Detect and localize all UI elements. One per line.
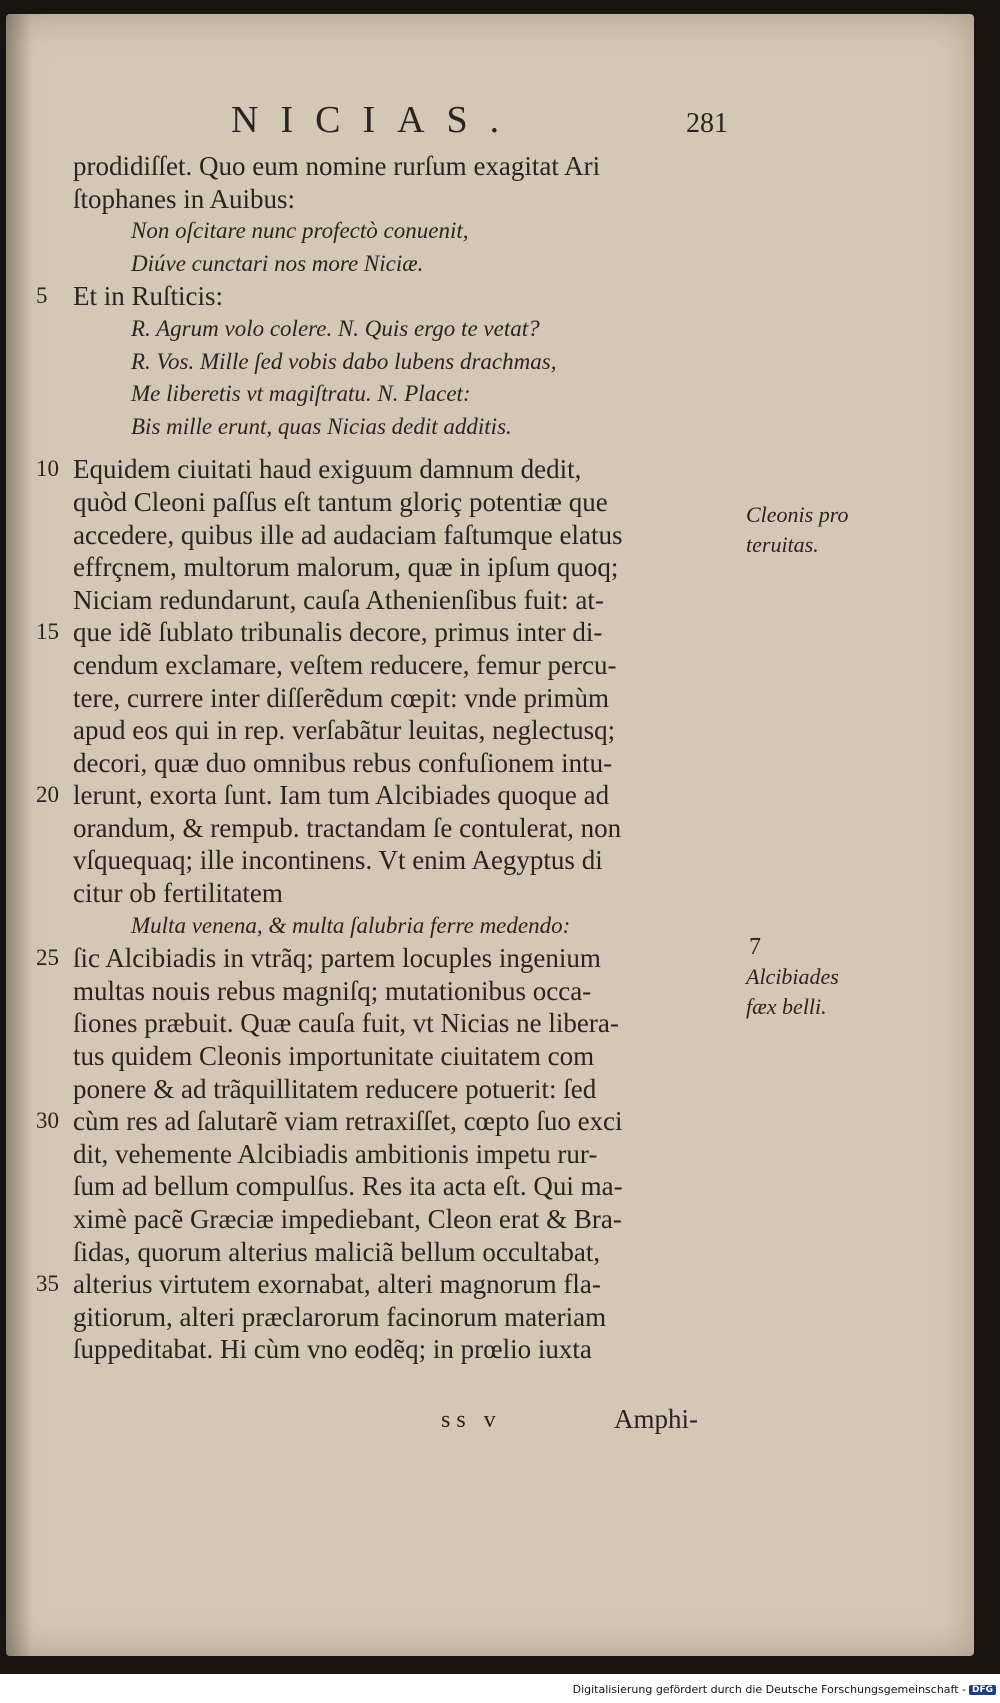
text-line xyxy=(73,1301,728,1334)
line-number: 5 xyxy=(36,283,48,309)
line-text: R. Vos. Mille ſed vobis dabo lubens drachmas, xyxy=(131,348,557,374)
text-line xyxy=(73,1007,728,1040)
text-line xyxy=(73,486,728,519)
signature-mark: ss v xyxy=(441,1407,502,1433)
line-number: 25 xyxy=(36,945,59,971)
text-line xyxy=(73,584,728,617)
line-text: prodidiſſet. Quo eum nomine rurſum exagitat Ari xyxy=(73,151,601,181)
line-text: cùm res ad ſalutarẽ viam retraxiſſet, cœpto ſuo exci xyxy=(73,1106,623,1137)
line-text: dit, vehemente Alcibiadis ambitionis impetu rur- xyxy=(73,1138,598,1169)
page-spine-shadow xyxy=(6,14,32,1656)
line-text: ſtophanes in Auibus: xyxy=(73,183,295,214)
line-text: vſquequaq; ille incontinens. Vt enim Aegyptus di xyxy=(73,845,603,876)
line-text: Equidem ciuitati haud exiguum damnum dedit, xyxy=(73,454,582,485)
line-text: gitiorum, alteri præclarorum facinorum materiam xyxy=(73,1301,607,1332)
text-line xyxy=(36,280,728,313)
text-line xyxy=(36,453,728,486)
line-text: Multa venena, & multa ſalubria ferre medendo: xyxy=(131,912,571,938)
line-text: Bis mille erunt, quas Nicias dedit additis. xyxy=(131,413,512,439)
text-line xyxy=(36,1105,728,1138)
text-line xyxy=(73,1333,728,1366)
line-text: Niciam redundarunt, cauſa Athenienſibus fuit: at- xyxy=(73,584,604,615)
margin-note-line: Alcibiades xyxy=(746,964,839,989)
catchword: Amphi- xyxy=(614,1404,698,1434)
line-text: ximè pacẽ Græciæ impediebant, Cleon erat & Bra- xyxy=(73,1204,622,1234)
line-number: 35 xyxy=(36,1271,59,1297)
text-line xyxy=(73,1073,728,1106)
line-text: cendum exclamare, veſtem reducere, femur percu- xyxy=(73,649,617,680)
line-text: R. Agrum volo colere. N. Quis ergo te vetat? xyxy=(131,315,540,341)
text-line xyxy=(73,682,728,715)
text-line xyxy=(73,975,728,1008)
text-line xyxy=(73,519,728,552)
margin-number: 7 xyxy=(749,934,761,960)
line-number: 10 xyxy=(36,456,59,482)
text-line xyxy=(36,779,728,812)
verse-line xyxy=(73,248,728,281)
credit-text: Digitalisierung gefördert durch die Deutsche Forschungsgemeinschaft - xyxy=(572,1683,966,1696)
dfg-logo[interactable]: DFG xyxy=(969,1685,996,1695)
text-line xyxy=(73,877,728,910)
line-text: quòd Cleoni paſſus eſt tantum gloriç potentiæ que xyxy=(73,486,608,517)
text-line xyxy=(73,1040,728,1073)
line-text: Me liberetis vt magiſtratu. N. Placet: xyxy=(131,381,471,407)
verse-line xyxy=(73,411,728,444)
page-number: 281 xyxy=(686,108,728,139)
verse-line xyxy=(73,313,728,346)
text-line xyxy=(73,551,728,584)
book-page xyxy=(6,14,974,1656)
text-line xyxy=(73,649,728,682)
line-text: tus quidem Cleonis importunitate ciuitatem com xyxy=(73,1041,595,1072)
verse-line xyxy=(73,346,728,379)
line-text: alterius virtutem exornabat, alteri magnorum fla- xyxy=(73,1269,601,1300)
text-line xyxy=(36,1268,728,1301)
line-number: 15 xyxy=(36,619,59,645)
text-line xyxy=(73,1203,728,1236)
verse-line xyxy=(73,910,728,943)
line-text: effrçnem, multorum malorum, quæ in ipſum quoq; xyxy=(73,552,619,583)
margin-note-line: Cleonis pro xyxy=(746,502,849,527)
line-text: ſiones præbuit. Quæ cauſa fuit, vt Nicias ne libera- xyxy=(73,1008,619,1039)
line-text: lerunt, exorta ſunt. Iam tum Alcibiades quoque ad xyxy=(73,780,610,811)
margin-note-alcibiades xyxy=(746,962,946,1022)
line-number: 30 xyxy=(36,1108,59,1134)
running-head: NICIAS. xyxy=(231,99,522,141)
line-text: que idẽ ſublato tribunalis decore, primus inter di- xyxy=(73,617,603,648)
paragraph-gap xyxy=(73,443,728,453)
text-line xyxy=(73,747,728,780)
line-text: ſic Alcibiadis in vtrãq; partem locuples ingenium xyxy=(73,943,601,974)
line-text: accedere, quibus ille ad audaciam faſtumque elatus xyxy=(73,519,623,550)
margin-note-line: teruitas. xyxy=(746,532,819,557)
margin-note-line: fæx belli. xyxy=(746,994,827,1019)
text-line xyxy=(73,714,728,747)
text-line xyxy=(73,1138,728,1171)
text-line xyxy=(73,1236,728,1269)
text-line xyxy=(36,616,728,649)
text-line xyxy=(36,942,728,975)
main-text xyxy=(36,150,728,1366)
line-text: ſum ad bellum compulſus. Res ita acta eſt. Qui ma- xyxy=(73,1171,623,1202)
line-text: Diúve cunctari nos more Niciæ. xyxy=(131,250,424,276)
line-text: ponere & ad trãquillitatem reducere potuerit: ſed xyxy=(73,1073,597,1104)
text-line xyxy=(73,844,728,877)
line-text: orandum, & rempub. tractandam ſe contulerat, non xyxy=(73,812,622,843)
line-number: 20 xyxy=(36,782,59,808)
text-line xyxy=(73,1170,728,1203)
line-text: decori, quæ duo omnibus rebus confuſionem intu- xyxy=(73,747,613,778)
text-line xyxy=(73,150,728,183)
text-line xyxy=(73,183,728,216)
line-text: ſuppeditabat. Hi cùm vno eodẽq; in prœlio iuxta xyxy=(73,1334,592,1365)
verse-line xyxy=(73,378,728,411)
text-line xyxy=(73,812,728,845)
line-text: ſidas, quorum alterius maliciã bellum occultabat, xyxy=(73,1236,601,1267)
margin-note-cleon xyxy=(746,500,946,560)
verse-line xyxy=(73,215,728,248)
line-text: citur ob fertilitatem xyxy=(73,878,283,909)
line-text: tere, currere inter diſſerẽdum cœpit: vnde primùm xyxy=(73,682,610,713)
line-text: apud eos qui in rep. verſabãtur leuitas, neglectusq; xyxy=(73,715,616,746)
line-text: multas nouis rebus magniſq; mutationibus occa- xyxy=(73,975,592,1006)
line-text: Et in Ruſticis: xyxy=(73,281,224,312)
digitization-credit[interactable] xyxy=(573,1683,996,1696)
line-text: Non oſcitare nunc profectò conuenit, xyxy=(131,218,469,244)
